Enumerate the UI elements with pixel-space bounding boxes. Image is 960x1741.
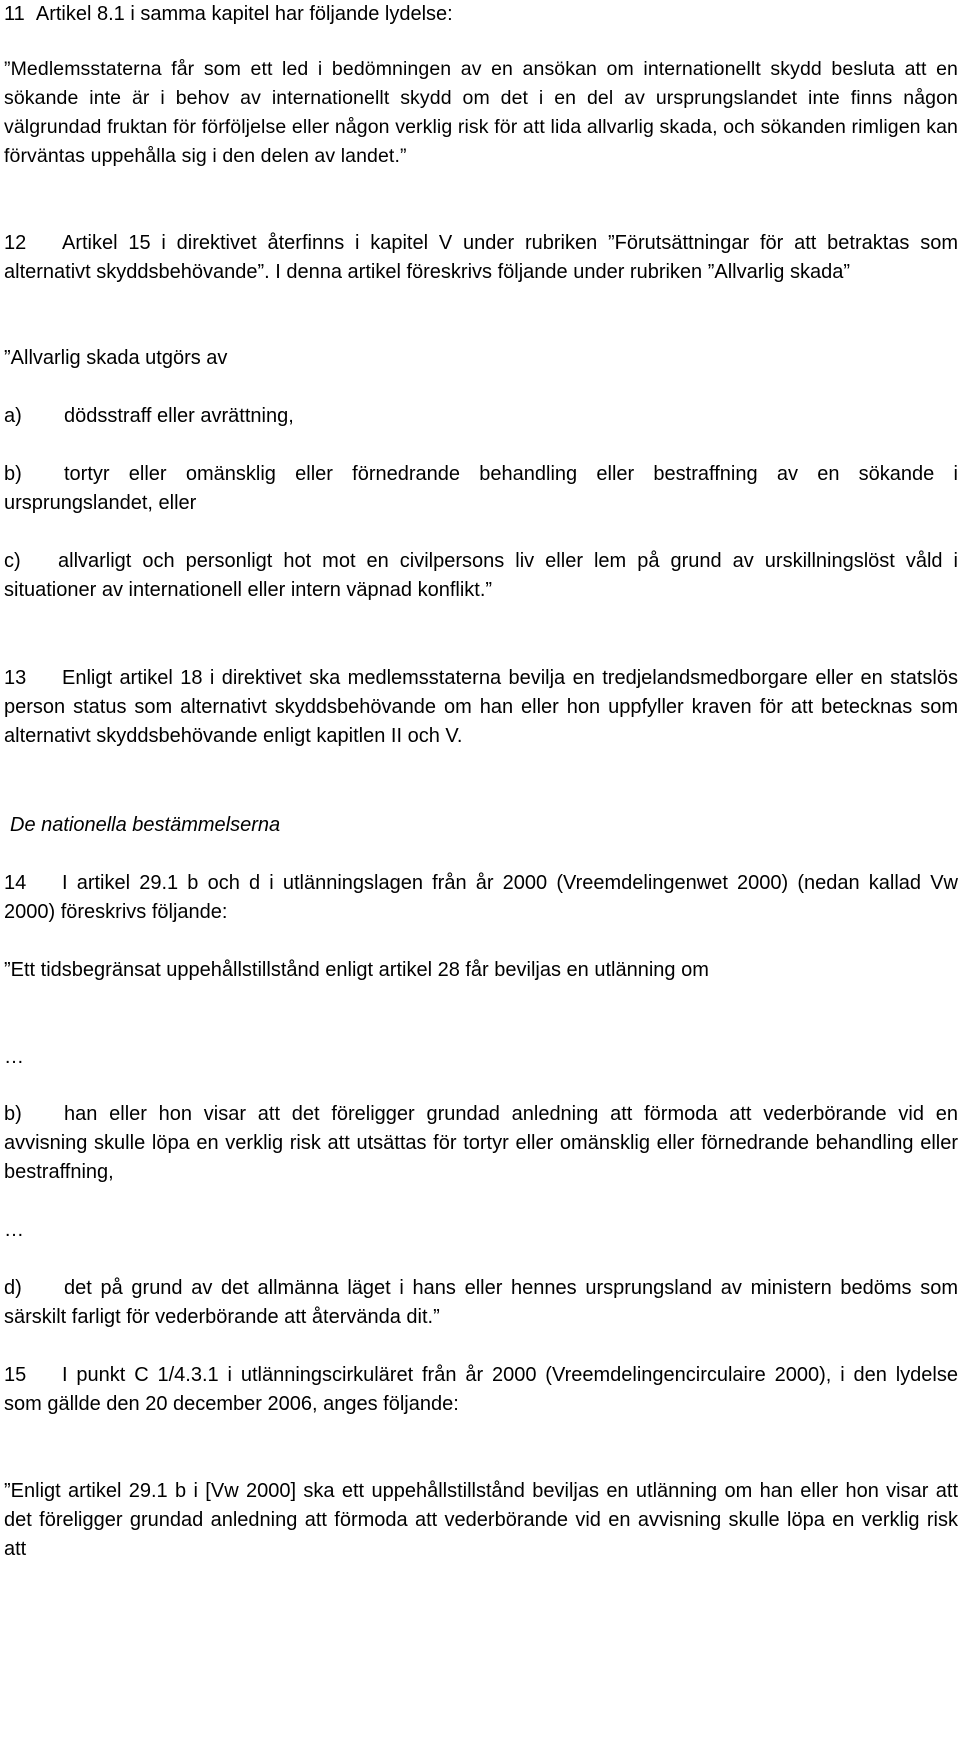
paragraph-12: 12 Artikel 15 i direktivet återfinns i kapitel V under rubriken ”Förutsättningar för att betraktas som alternativt skyddsbehövande”. I denna artikel föreskrivs följande under rubriken ”Allvarlig skada”: [4, 229, 958, 287]
paragraph-number: 15: [4, 1364, 27, 1386]
paragraph-number: 14: [4, 872, 27, 894]
quote-residence-permit-intro: ”Ett tidsbegränsat uppehållstillstånd enligt artikel 28 får beviljas en utlänning om: [4, 959, 709, 981]
paragraph-number: 12: [4, 232, 27, 254]
list-marker: b): [4, 1103, 22, 1125]
paragraph-15: 15 I punkt C 1/4.3.1 i utlänningscirkuläret från år 2000 (Vreemdelingencirculaire 2000), i den lydelse som gällde den 20 december 2006, anges följande:: [4, 1361, 958, 1419]
paragraph-number: 13: [4, 667, 27, 689]
list-marker: c): [4, 550, 21, 572]
list-marker: a): [4, 405, 22, 427]
section-heading: De nationella bestämmelserna: [10, 814, 281, 836]
list-item-c: c) allvarligt och personligt hot mot en civilpersons liv eller lem på grund av urskillningslöst våld i situationer av internationell eller intern väpnad konflikt.”: [4, 547, 958, 605]
ellipsis: …: [4, 1046, 24, 1068]
list-item-d: d) det på grund av det allmänna läget i hans eller hennes ursprungsland av ministern bedöms som särskilt farligt för vederbörande att återvända dit.”: [4, 1274, 958, 1332]
list-item-a: a) dödsstraff eller avrättning,: [4, 402, 958, 431]
quote-serious-harm-intro: ”Allvarlig skada utgörs av: [4, 347, 228, 369]
paragraph-13: 13 Enligt artikel 18 i direktivet ska medlemsstaterna bevilja en tredjelandsmedborgare eller en statslös person status som alternativt skyddsbehövande om han eller hon uppfyller kraven för att betecknas som alternativt skyddsbehövande enligt kapitlen II och V.: [4, 664, 958, 751]
list-marker: d): [4, 1277, 22, 1299]
list-marker: b): [4, 463, 22, 485]
list-item-b: b) tortyr eller omänsklig eller förnedrande behandling eller bestraffning av en sökande i ursprungslandet, eller: [4, 460, 958, 518]
list-item-b-2: b) han eller hon visar att det föreligger grundad anledning att förmoda att vederbörande vid en avvisning skulle löpa en verklig risk att utsättas för tortyr eller omänsklig eller förnedrande behandling eller bestraffning,: [4, 1100, 958, 1187]
quote-article-8-1: ”Medlemsstaterna får som ett led i bedömningen av en ansökan om internationellt skydd besluta att en sökande inte är i behov av internationellt skydd om det i en del av ursprungslandet inte finns någon välgrundad fruktan för förföljelse eller någon verklig risk för att lida allvarlig skada, och sökanden rimligen kan förväntas uppehålla sig i den delen av landet.”: [4, 58, 958, 167]
paragraph-11: 11 Artikel 8.1 i samma kapitel har följande lydelse:: [4, 3, 453, 25]
ellipsis: …: [4, 1219, 24, 1241]
paragraph-14: 14 I artikel 29.1 b och d i utlänningslagen från år 2000 (Vreemdelingenwet 2000) (nedan kallad Vw 2000) föreskrivs följande:: [4, 869, 958, 927]
quote-article-29-1-b: ”Enligt artikel 29.1 b i [Vw 2000] ska ett uppehållstillstånd beviljas en utlänning om han eller hon visar att det föreligger grundad anledning att förmoda att vederbörande vid en avvisning skulle löpa en verklig risk att: [4, 1480, 958, 1560]
